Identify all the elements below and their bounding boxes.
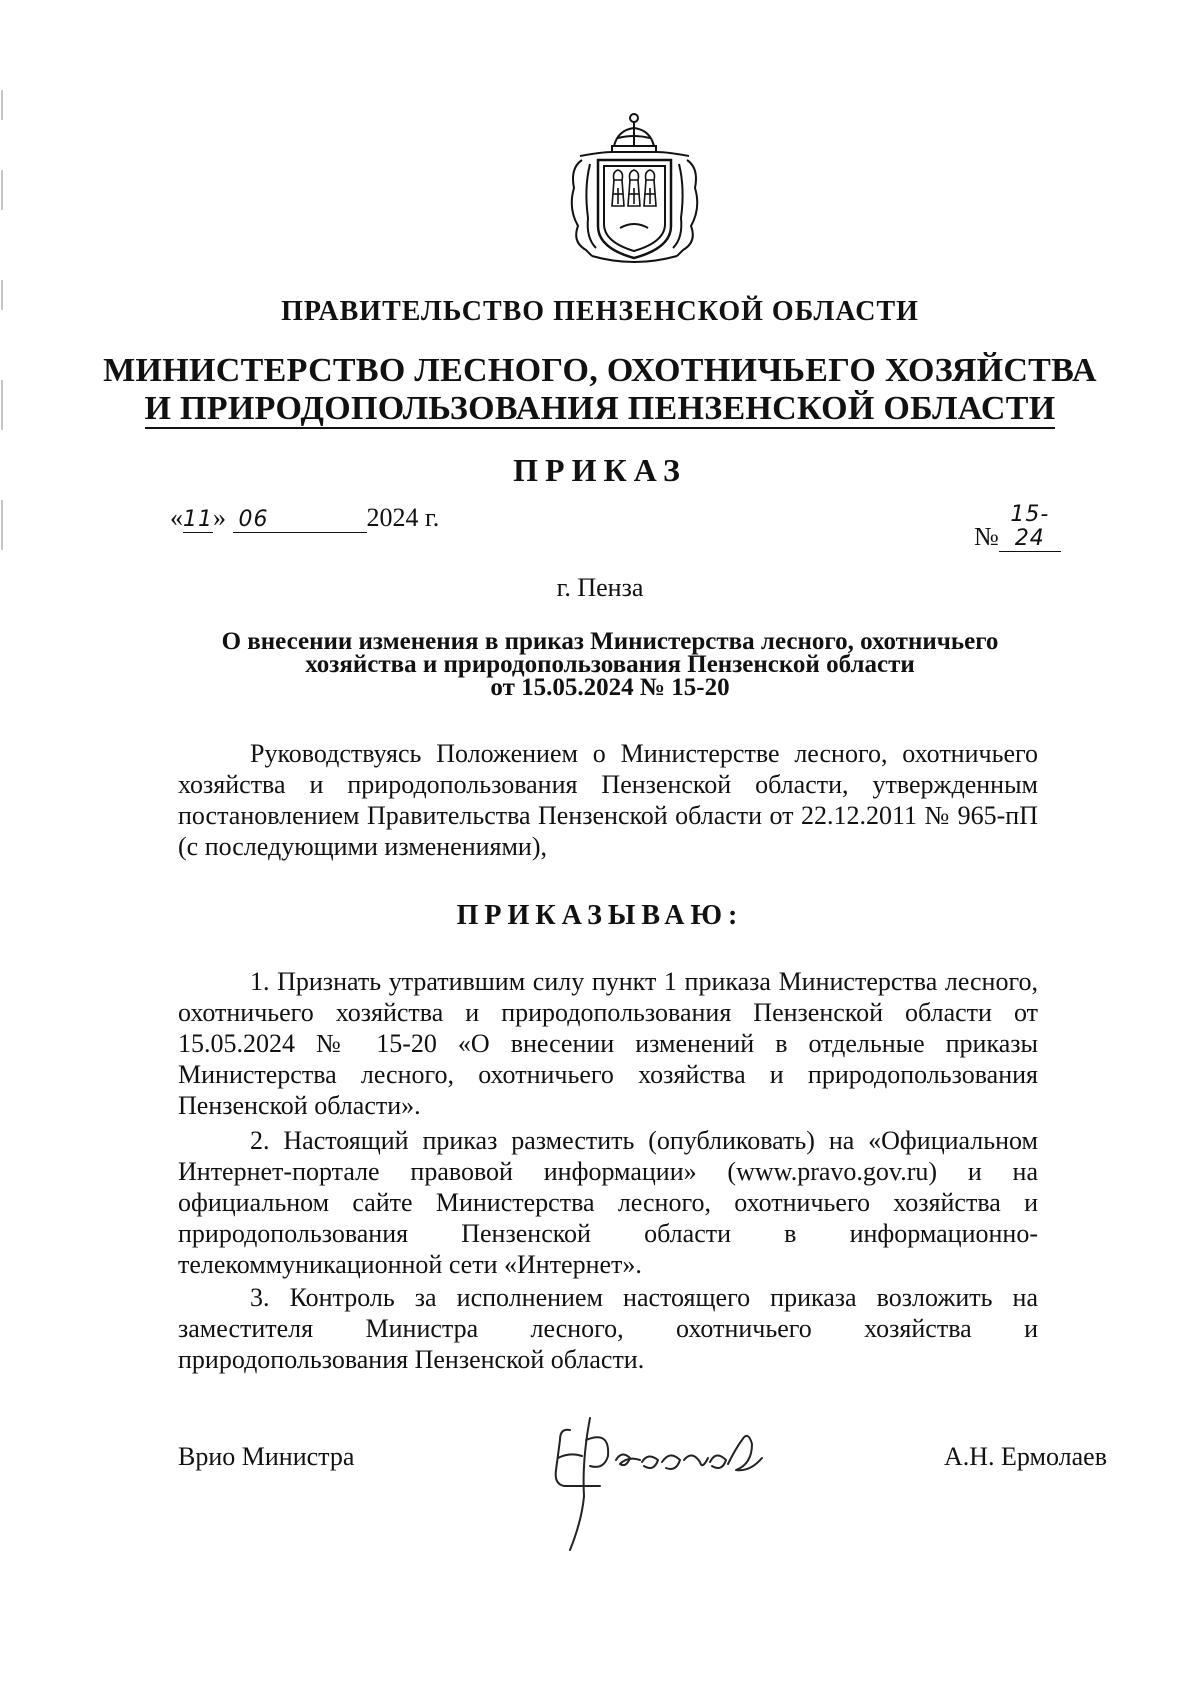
date-day: 11 <box>183 507 213 532</box>
clause-3 <box>178 1282 1038 1375</box>
handwritten-signature <box>530 1400 805 1560</box>
clause-1 <box>178 966 1038 1121</box>
city: г. Пенза <box>556 573 644 602</box>
clause-1-text: 1. Признать утратившим силу пункт 1 приказа Министерства лесного, охотничьего хозяйства и природопользования Пензенской области от 15.05.2024 № 15-20 «О внесении изменений в отдельные приказы Министерства лесного, охотничьего хозяйства и природопользования Пензенской области». <box>178 967 1038 1120</box>
number-prefix: № <box>974 522 999 551</box>
order-subject-line-2: хозяйства и природопользования Пензенской области <box>305 651 915 678</box>
number-value: 15-24 <box>999 503 1061 552</box>
government-heading: ПРАВИТЕЛЬСТВО ПЕНЗЕНСКОЙ ОБЛАСТИ <box>281 296 919 327</box>
date-month: 06 <box>233 508 367 533</box>
preamble-text: Руководствуясь Положением о Министерстве лесного, охотничьего хозяйства и природопользования Пензенской области, утвержденным постановлением Правительства Пензенской области от 22.12.2011 № 965-пП (с последующими изменениями), <box>178 739 1038 861</box>
signatory-name: А.Н. Ермолаев <box>944 1442 1107 1471</box>
order-subject-line-3: от 15.05.2024 № 15-20 <box>490 674 730 701</box>
decree-heading: ПРИКАЗЫВАЮ: <box>456 900 744 931</box>
order-number <box>974 503 1061 552</box>
order-subject-line-1: О внесении изменения в приказ Министерства лесного, охотничьего <box>221 628 999 655</box>
ministry-heading-line-2 <box>0 390 1200 428</box>
ministry-heading-line-1: МИНИСТЕРСТВО ЛЕСНОГО, ОХОТНИЧЬЕГО ХОЗЯЙСТВА <box>103 352 1097 389</box>
preamble-paragraph <box>178 738 1038 862</box>
scan-margin-marks <box>0 80 6 600</box>
order-date <box>170 503 439 533</box>
ministry-heading-line-2-text: И ПРИРОДОПОЛЬЗОВАНИЯ ПЕНЗЕНСКОЙ ОБЛАСТИ <box>144 390 1056 427</box>
date-year: 2024 г. <box>366 503 440 532</box>
document-type-heading: ПРИКАЗ <box>513 452 687 488</box>
clause-2 <box>178 1125 1038 1280</box>
signatory-title: Врио Министра <box>178 1442 355 1471</box>
clause-2-text: 2. Настоящий приказ разместить (опубликовать) на «Официальном Интернет-портале правовой информации» (www.pravo.gov.ru) и на официальном сайте Министерства лесного, охотничьего хозяйства и природопользования Пензенской области в информационно-телекоммуникационной сети «Интернет». <box>178 1126 1038 1279</box>
date-open-quote: « <box>170 503 183 532</box>
clause-3-text: 3. Контроль за исполнением настоящего приказа возложить на заместителя Министра лесного, охотничьего хозяйства и природопользования Пензенской области. <box>178 1283 1038 1374</box>
order-subject <box>190 630 1030 699</box>
date-close-quote: » <box>213 503 226 532</box>
penza-region-coat-of-arms <box>562 108 707 266</box>
